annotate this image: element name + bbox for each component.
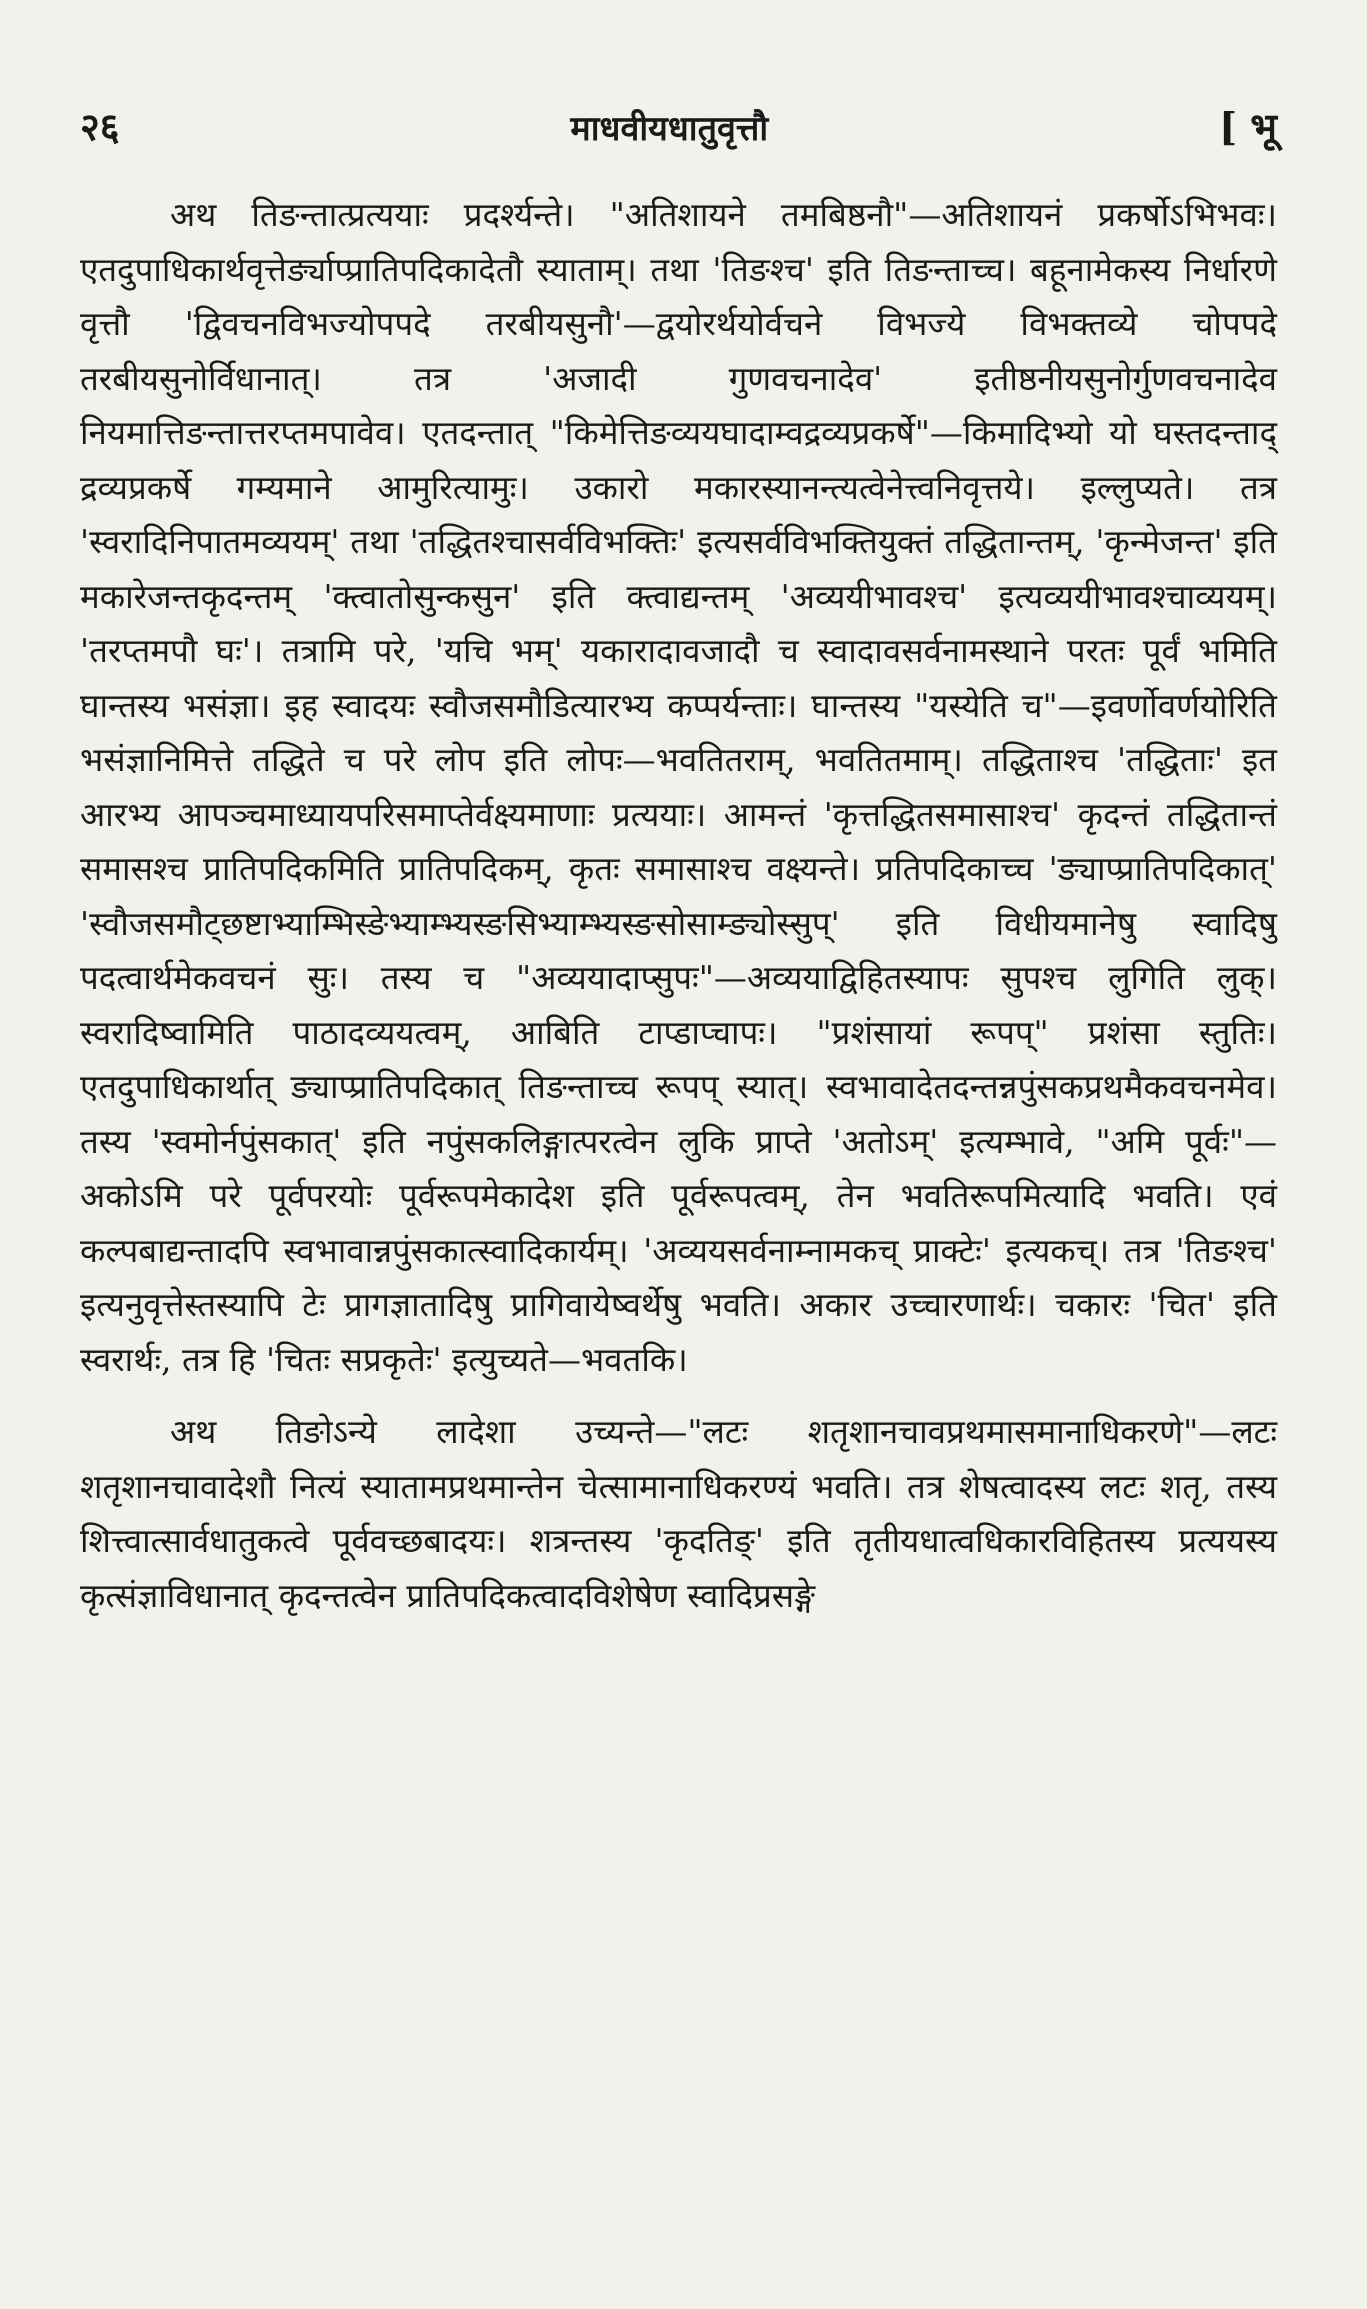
page-number: २६	[80, 104, 120, 149]
paragraph: अथ तिङन्तात्प्रत्ययाः प्रदर्श्यन्ते। "अतिशायने तमबिष्ठनौ"—अतिशायनं प्रकर्षोऽभिभवः। एतदुपाधिकार्थवृत्तेर्ङ्याप्प्रातिपदिकादेतौ स्याताम्। तथा 'तिङश्च' इति तिङन्ताच्च। बहूनामेकस्य निर्धारणे वृत्तौ 'द्विवचनविभज्योपपदे तरबीयसुनौ'—द्वयोरर्थयोर्वचने विभज्ये विभक्तव्ये चोपपदे तरबीयसुनोर्विधानात्। तत्र 'अजादी गुणवचनादेव' इतीष्ठनीयसुनोर्गुणवचनादेव नियमात्तिङन्तात्तरप्तमपावेव। एतदन्तात् "किमेत्तिङव्ययघादाम्वद्रव्यप्रकर्षे"—किमादिभ्यो यो घस्तदन्ताद् द्रव्यप्रकर्षे गम्यमाने आमुरित्यामुः। उकारो मकारस्यानन्त्यत्वेनेत्त्वनिवृत्तये। इल्लुप्यते। तत्र 'स्वरादिनिपातमव्ययम्' तथा 'तद्धितश्चासर्वविभक्तिः' इत्यसर्वविभक्तियुक्तं तद्धितान्तम्, 'कृन्मेजन्त' इति मकारेजन्तकृदन्तम् 'क्त्वातोसुन्कसुन' इति क्त्वाद्यन्तम् 'अव्ययीभावश्च' इत्यव्ययीभावश्चाव्ययम्। 'तरप्तमपौ घः'। तत्रामि परे, 'यचि भम्' यकारादावजादौ च स्वादावसर्वनामस्थाने परतः पूर्वं भमिति घान्तस्य भसंज्ञा। इह स्वादयः स्वौजसमौडित्यारभ्य कप्पर्यन्ताः। घान्तस्य "यस्येति च"—इवर्णोवर्णयोरिति भसंज्ञानिमित्ते तद्धिते च परे लोप इति लोपः—भवतितराम्, भवतितमाम्। तद्धिताश्च 'तद्धिताः' इत आरभ्य आपञ्चमाध्यायपरिसमाप्तेर्वक्ष्यमाणाः प्रत्ययाः। आमन्तं 'कृत्तद्धितसमासाश्च' कृदन्तं तद्धितान्तं समासश्च प्रातिपदिकमिति प्रातिपदिकम्, कृतः समासाश्च वक्ष्यन्ते। प्रतिपदिकाच्च 'ङ्याप्प्रातिपदिकात्' 'स्वौजसमौट्छष्टाभ्याम्भिस्ङेभ्याम्भ्यस्ङसिभ्याम्भ्यस्ङसोसाम्ङ्योस्सुप्' इति विधीयमानेषु स्वादिषु पदत्वार्थमेकवचनं सुः। तस्य च "अव्ययादाप्सुपः"—अव्ययाद्विहितस्यापः सुपश्च लुगिति लुक्। स्वरादिष्वामिति पाठादव्ययत्वम्, आबिति टाप्डाप्चापः। "प्रशंसायां रूपप्" प्रशंसा स्तुतिः। एतदुपाधिकार्थात् ङ्याप्प्रातिपदिकात् तिङन्ताच्च रूपप् स्यात्। स्वभावादेतदन्तन्नपुंसकप्रथमैकवचनमेव। तस्य 'स्वमोर्नपुंसकात्' इति नपुंसकलिङ्गात्परत्वेन लुकि प्राप्ते 'अतोऽम्' इत्यम्भावे, "अमि पूर्वः"—अकोऽमि परे पूर्वपरयोः पूर्वरूपमेकादेश इति पूर्वरूपत्वम्, तेन भवतिरूपमित्यादि भवति। एवं कल्पबाद्यन्तादपि स्वभावान्नपुंसकात्स्वादिकार्यम्। 'अव्ययसर्वनाम्नामकच् प्राक्टेः' इत्यकच्। तत्र 'तिङश्च' इत्यनुवृत्तेस्तस्यापि टेः प्रागज्ञातादिषु प्रागिवायेष्वर्थेषु भवति। अकार उच्चारणार्थः। चकारः 'चित' इति स्वरार्थः, तत्र हि 'चितः सप्रकृतेः' इत्युच्यते—भवतकि।	[80, 195, 1277, 1379]
running-title: माधवीयधातुवृत्तौ	[570, 109, 769, 149]
page-body	[80, 188, 1277, 1623]
paragraph: अथ तिङोऽन्ये लादेशा उच्यन्ते—"लटः शतृशानचावप्रथमासमानाधिकरणे"—लटः शतृशानचावादेशौ नित्यं स्यातामप्रथमान्तेन चेत्सामानाधिकरण्यं भवति। तत्र शेषत्वादस्य लटः शतृ, तस्य शित्त्वात्सार्वधातुकत्वे पूर्ववच्छबादयः। शत्रन्तस्य 'कृदतिङ्' इति तृतीयधात्वधिकारविहितस्य प्रत्ययस्य कृत्संज्ञाविधानात् कृदन्तत्वेन प्रातिपदिकत्वादविशेषेण स्वादिप्रसङ्गे	[80, 1412, 1277, 1615]
running-header	[80, 100, 1277, 152]
section-mark: [ भू	[1219, 104, 1277, 149]
